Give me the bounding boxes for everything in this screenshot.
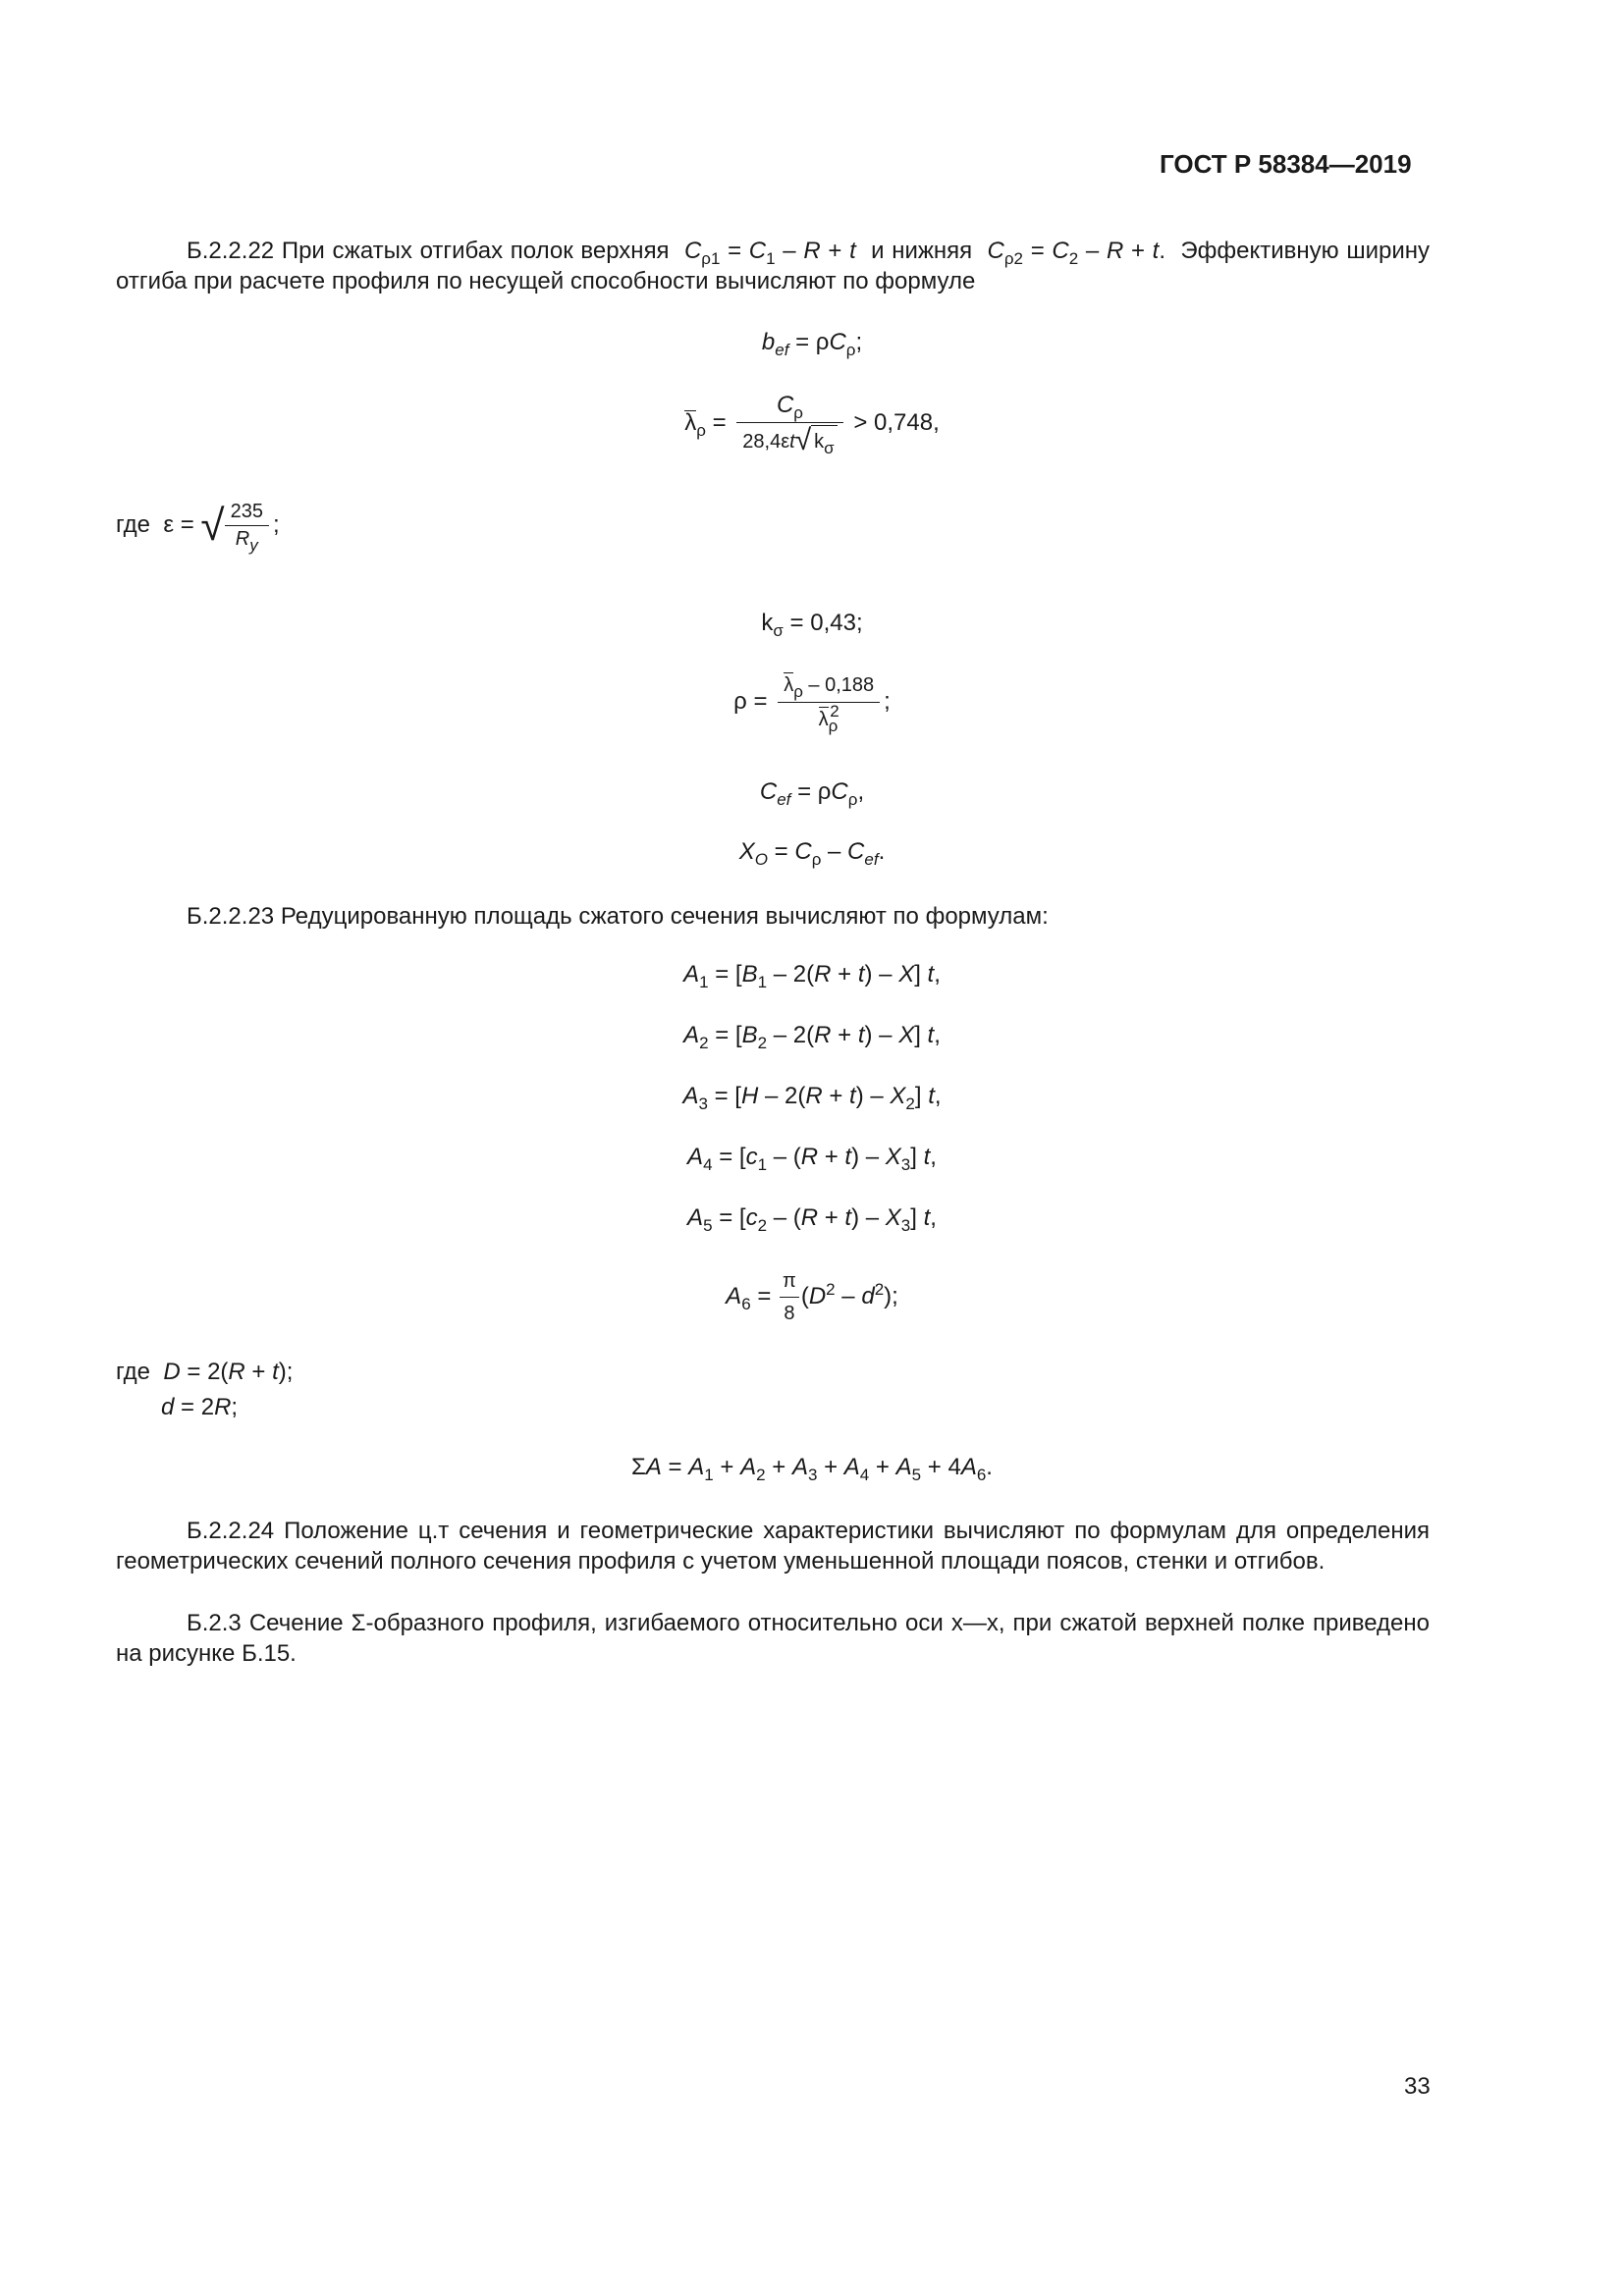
paragraph-text: Б.2.2.24 Положение ц.т сечения и геометрические характеристики вычисляют по формулам для определения геометрических сечений полного сечения профиля с учетом уменьшенной площади поясов, стенки и отгибов.	[116, 1518, 1430, 1575]
formula-bef: $b_{ef} = \rho C_\rho$;	[761, 329, 863, 359]
paragraph-text: Б.2.2.23 Редуцированную площадь сжатого сечения вычисляют по формулам:	[187, 903, 1049, 930]
paragraph-text-c: Эффективную ширину отгиба при расчете профиля по несущей способности вычисляют по формуле	[116, 238, 1431, 294]
paragraph-b-2-2-23	[116, 901, 1430, 932]
formula-rho: ρ = $\frac{\lambda_\rho - 0,188}{\lambda_\rho^2}$ ;	[0, 670, 1624, 734]
paragraph-text-b: и нижняя	[871, 238, 973, 264]
formula-epsilon: где ε = √ $\frac{235}{R_y}$ ;	[116, 501, 280, 555]
where-label: где	[116, 510, 151, 538]
formula-a2: $A_2 = [B_2 - 2(R + t) - X]$ t,	[683, 1022, 941, 1052]
formula-d-outer: где D = 2(R + t);	[116, 1359, 294, 1385]
paragraph-text-a: Б.2.2.22 При сжатых отгибах полок верхняя	[187, 238, 670, 264]
paragraph-text: Б.2.3 Сечение Σ-образного профиля, изгибаемого относительно оси x—x, при сжатой верхней полке приведено на рисунке Б.15.	[116, 1610, 1430, 1667]
formula-a5: $A_5 = [c_2 - (R + t) - X_3]$ t,	[687, 1204, 937, 1235]
formula-lambda: $\lambda_\rho$ = $\frac{C_\rho}{28,4\varepsilon t√ k_\sigma}$ > 0,748,	[684, 392, 940, 457]
document-id: ГОСТ Р 58384—2019	[1160, 149, 1412, 179]
formula-sum-a: $\Sigma A = A_1 + A_2 + A_3 + A_4 + A_5 + 4A_6$.	[631, 1454, 993, 1484]
formula-a1: $A_1 = [B_1 - 2(R + t) - X]$ t,	[683, 961, 941, 991]
formula-cef: $C_{ef} = \rho C_\rho$,	[759, 778, 865, 809]
paragraph-b-2-2-24	[116, 1516, 1430, 1576]
paragraph-b-2-2-22	[116, 236, 1430, 296]
formula-a3: $A_3 = [H - 2(R + t) - X_2]$ t,	[682, 1083, 942, 1113]
formula-k-sigma: $k_\sigma = 0,43$;	[761, 610, 863, 640]
formula-cp2: $C_{\rho 2} = C_2 - R + t$.	[987, 238, 1173, 268]
page-number: 33	[1404, 2073, 1431, 2100]
formula-d-inner: d = 2R;	[161, 1394, 239, 1420]
formula-a4: $A_4 = [c_1 - (R + t) - X_3]$ t,	[687, 1144, 937, 1174]
paragraph-b-2-3	[116, 1608, 1430, 1669]
where-label: где	[116, 1359, 151, 1385]
formula-xo: $X_O = C_\rho - C_{ef}$.	[738, 838, 886, 869]
formula-a6: $A_6$ = $\frac{\pi}{8}$ $(D^2 - d^2)$;	[0, 1266, 1624, 1328]
formula-cp1: $C_{\rho 1} = C_1 - R + t$	[683, 238, 856, 268]
